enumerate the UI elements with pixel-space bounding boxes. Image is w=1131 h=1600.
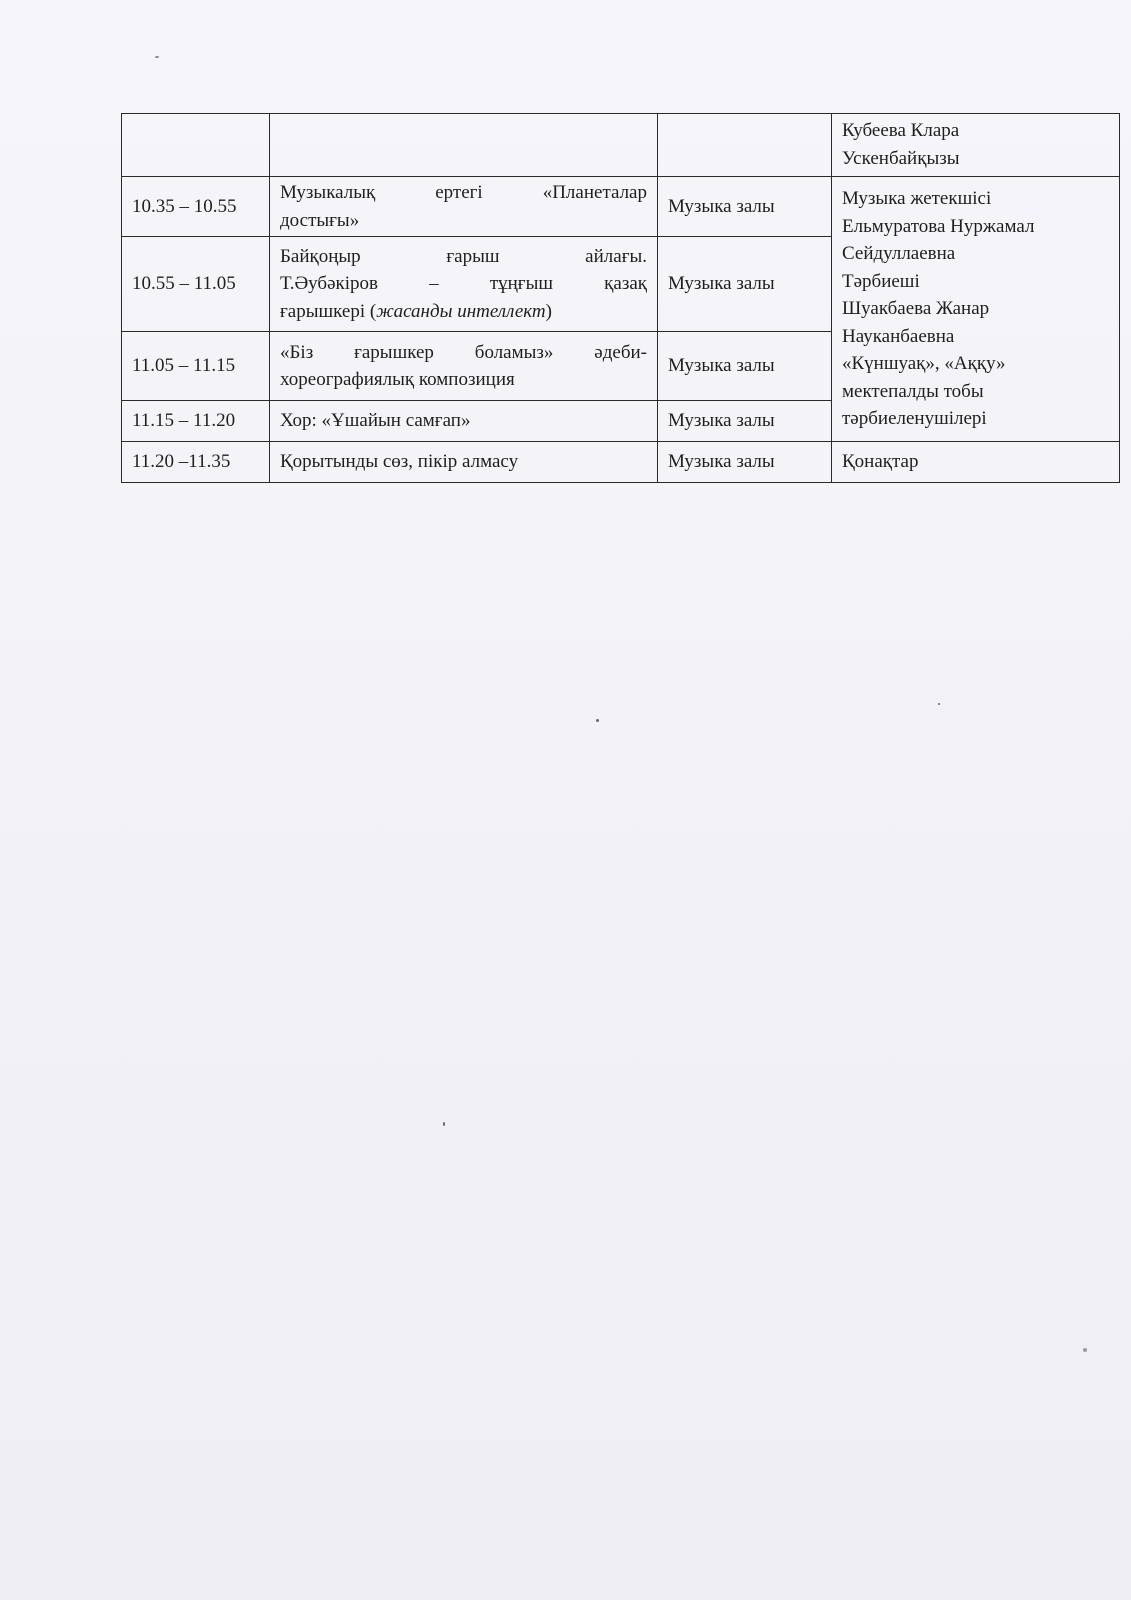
event-line: «Біз ғарышкер боламыз» әдеби-: [280, 341, 647, 363]
time-cell: [122, 114, 270, 177]
responsible-line: Тәрбиеші: [842, 270, 920, 292]
responsible-line: Шуакбаева Жанар: [842, 298, 990, 320]
scan-speck: [155, 56, 159, 58]
event-cell: [270, 332, 658, 401]
place-cell: Музыка залы: [658, 442, 832, 483]
event-cell: [270, 177, 658, 237]
event-line: достығы»: [280, 209, 360, 231]
event-cell: [270, 114, 658, 177]
place-cell: [658, 114, 832, 177]
scan-speck: [1083, 1348, 1087, 1352]
place-cell: Музыка залы: [658, 332, 832, 401]
time-cell: 11.15 – 11.20: [122, 401, 270, 442]
event-italic-text: жасанды интеллект: [376, 300, 546, 322]
place-cell: Музыка залы: [658, 177, 832, 237]
event-cell: [270, 237, 658, 332]
event-line: Хор: «Ұшайын самғап»: [280, 410, 471, 432]
time-cell: 11.05 – 11.15: [122, 332, 270, 401]
responsible-cell-merged: [832, 177, 1120, 442]
event-line: хореографиялық композиция: [280, 369, 515, 391]
event-line: [280, 301, 552, 322]
scan-speck: [596, 719, 599, 722]
event-line: Байқоңыр ғарыш айлағы.: [280, 245, 647, 267]
time-cell: 11.20 –11.35: [122, 442, 270, 483]
event-schedule-table: [121, 113, 1120, 483]
event-line: Қорытынды сөз, пікір алмасу: [280, 451, 519, 473]
place-cell: Музыка залы: [658, 237, 832, 332]
responsible-line: Сейдуллаевна: [842, 243, 956, 265]
place-cell: Музыка залы: [658, 401, 832, 442]
event-line: Т.Әубәкіров – тұңғыш қазақ: [280, 273, 647, 295]
responsible-line: Музыка жетекшісі: [842, 188, 992, 210]
responsible-line: Ельмуратова Нуржамал: [842, 215, 1035, 237]
table-row: [122, 177, 1120, 237]
responsible-line: мектепалды тобы: [842, 380, 984, 402]
event-text: ғарышкері (: [280, 300, 377, 322]
time-cell: 10.35 – 10.55: [122, 177, 270, 237]
responsible-line: Кубеева Клара: [842, 120, 960, 142]
responsible-cell: [832, 442, 1120, 483]
event-line: Музыкалық ертегі «Планеталар: [280, 182, 647, 203]
table-row: [122, 442, 1120, 483]
event-cell: [270, 401, 658, 442]
responsible-line: «Күншуақ», «Аққу»: [842, 353, 1006, 375]
responsible-line: тәрбиеленушілері: [842, 408, 987, 430]
event-text: ): [545, 300, 552, 322]
scan-speck: [938, 703, 940, 705]
scan-speck: [443, 1122, 445, 1126]
table-row: [122, 114, 1120, 177]
responsible-line: Науканбаевна: [842, 325, 955, 347]
responsible-line: Қонақтар: [842, 451, 919, 473]
event-cell: [270, 442, 658, 483]
responsible-line: Ускенбайқызы: [842, 148, 960, 169]
time-cell: 10.55 – 11.05: [122, 237, 270, 332]
responsible-cell: [832, 114, 1120, 177]
